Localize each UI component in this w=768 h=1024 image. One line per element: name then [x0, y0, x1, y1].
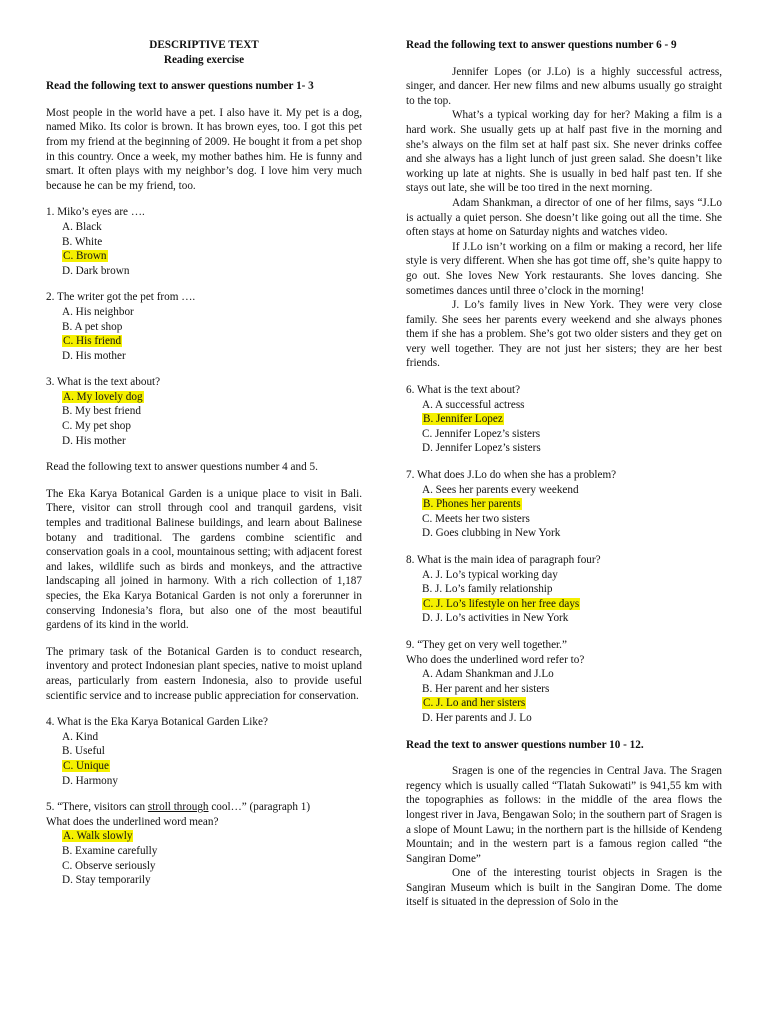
question-stem: 9. “They get on very well together.” [406, 638, 567, 651]
passage-jlo-paragraph: Adam Shankman, a director of one of her films, says “J.Lo is actually a quiet person. She doesn’t like going out all the time. She often stays at home on Saturday nights and watches video. [406, 196, 722, 239]
option-text: D. Her parents and J. Lo [422, 711, 532, 724]
question-stem: 4. What is the Eka Karya Botanical Garden Like? [46, 716, 268, 729]
answer-options [406, 568, 722, 626]
question-stem-line2: Who does the underlined word refer to? [406, 653, 585, 666]
passage-botanical-2: The primary task of the Botanical Garden is to conduct research, inventory and protect Indonesian plant species, native to moist upland areas, particularly from eastern Indonesia, also to provide useful scientific service and to increase public appreciation for conservation. [46, 645, 362, 702]
stem-text: 5. “There, visitors can [46, 801, 148, 814]
option-text: A. Black [62, 220, 102, 233]
answer-option [46, 305, 362, 320]
stem-text: cool…” (paragraph 1) [208, 801, 311, 814]
option-text: C. My pet shop [62, 420, 131, 433]
option-text: B. Useful [62, 745, 105, 758]
answer-options [406, 483, 722, 541]
answer-option [406, 512, 722, 527]
answer-option [46, 390, 362, 405]
answer-option [46, 774, 362, 789]
answer-options [46, 305, 362, 363]
instruction-q4-5: Read the following text to answer questions number 4 and 5. [46, 461, 318, 474]
underlined-word: stroll through [147, 801, 209, 814]
answer-option [406, 526, 722, 541]
instruction-q10-12: Read the text to answer questions number 10 - 12. [406, 738, 644, 751]
passage-jlo [406, 65, 722, 371]
right-column [406, 38, 722, 922]
answer-options [46, 220, 362, 278]
answer-option [46, 404, 362, 419]
answer-option [406, 441, 722, 456]
answer-option [46, 419, 362, 434]
answer-option [46, 349, 362, 364]
answer-option [406, 667, 722, 682]
answer-option [46, 434, 362, 449]
question-stem: 2. The writer got the pet from …. [46, 291, 196, 304]
option-text: D. His mother [62, 349, 126, 362]
question-9 [406, 638, 722, 726]
passage-pet: Most people in the world have a pet. I also have it. My pet is a dog, named Miko. Its color is brown. It has brown eyes, too. I got this pet from my friend at the beginning of 2009. He bought it from a pet shop in this country. Once a week, my mother bathes him. He is funny and smart. It often plays with my neighbor’s dog. I love him very much because he can be my friend, too. [46, 106, 362, 192]
option-text: A. Sees her parents every weekend [422, 483, 579, 496]
highlighted-answer: C. J. Lo’s lifestyle on her free days [423, 597, 580, 610]
answer-option [406, 412, 722, 427]
passage-sragen-paragraph: One of the interesting tourist objects in Sragen is the Sangiran Museum which is built in the Sangiran Dome. The dome itself is situated in the depression of Solo in the [406, 867, 722, 909]
option-text: D. Goes clubbing in New York [422, 527, 561, 540]
document-subtitle: Reading exercise [163, 53, 245, 66]
passage-jlo-paragraph: If J.Lo isn’t working on a film or making a record, her life style is very different. When she has got time off, she’s quite happy to go out. She loves New York restaurants. She loves dancing. She sometimes dances until three o’clock in the morning! [406, 240, 722, 297]
question-4 [46, 715, 362, 788]
highlighted-answer: C. J. Lo and her sisters [423, 697, 526, 710]
question-4-block [46, 715, 362, 788]
option-text: C. Jennifer Lopez’s sisters [422, 427, 541, 440]
answer-option [406, 597, 722, 612]
option-text: B. J. Lo’s family relationship [422, 583, 553, 596]
question-5 [46, 800, 362, 888]
answer-option [46, 334, 362, 349]
question-stem: 8. What is the main idea of paragraph four? [406, 554, 601, 566]
answer-option [46, 744, 362, 759]
passage-jlo-paragraph: What’s a typical working day for her? Making a film is a hard work. She usually gets up at half past five in the morning and she’s always on the film set at half past six. She never drinks coffee and she always has a light lunch of just green salad. She doesn’t like working up late at nights. She is usually in bed half past ten. If she stays out late, she will be too tired in the next morning. [406, 109, 722, 195]
option-text: A. A successful actress [422, 398, 525, 411]
option-text: C. Meets her two sisters [422, 512, 530, 525]
answer-option [46, 220, 362, 235]
answer-option [406, 427, 722, 442]
answer-option [406, 568, 722, 583]
option-text: B. Examine carefully [62, 844, 158, 857]
question-stem: 7. What does J.Lo do when she has a problem? [406, 469, 617, 482]
question-6 [406, 383, 722, 456]
answer-option [46, 873, 362, 888]
question-3 [46, 375, 362, 448]
passage-jlo-paragraph: J. Lo’s family lives in New York. They were very close family. She sees her parents every weekend and she always phones them if she has a problem. She’s got two older sisters and they get on very well together. They are not just her sisters; they are her best friends. [406, 299, 722, 370]
question-stem: 3. What is the text about? [46, 376, 161, 389]
answer-option [406, 682, 722, 697]
option-text: D. Jennifer Lopez’s sisters [422, 442, 541, 455]
highlighted-answer: A. My lovely dog [63, 390, 143, 403]
option-text: B. My best friend [62, 405, 141, 418]
answer-option [46, 759, 362, 774]
passage-botanical-1: The Eka Karya Botanical Garden is a unique place to visit in Bali. There, visitor can stroll through cool and tranquil gardens, visit temples and traditional Balinese buildings, and learn about Balinese botany and traditional. The gardens combine scientific and conservation goals in a cool, mountainous setting; with adjacent forest and lakes, wildlife such as birds and monkeys, and the attractive landscaping all joined in harmony. With a rich collection of 1,187 species, the Eka Karya Botanical Garden is not only a forerunner in conserving Indonesia’s flora, but also one of the most beautiful gardens of its kind in the world. [46, 487, 362, 632]
answer-option [406, 711, 722, 726]
answer-options [406, 398, 722, 456]
question-stem: 6. What is the text about? [406, 384, 521, 397]
question-2 [46, 290, 362, 363]
answer-option [406, 497, 722, 512]
question-8 [406, 553, 722, 626]
answer-options [46, 730, 362, 788]
answer-options [406, 667, 722, 725]
option-text: B. White [62, 235, 103, 248]
passage-jlo-paragraph: Jennifer Lopes (or J.Lo) is a highly successful actress, singer, and dancer. Her new films and new albums usually go straight to the top. [406, 65, 722, 107]
option-text: A. Kind [62, 730, 99, 743]
question-stem-line2: What does the underlined word mean? [46, 815, 219, 828]
answer-option [46, 730, 362, 745]
passage-sragen-paragraph: Sragen is one of the regencies in Central Java. The Sragen regency which is usually called “Tlatah Sukowati” is 941,55 km with the topographies as follows: in the middle of the area flows the longest river in Java, Bengawan Solo; in the southern part of Sragen is a slope of Mount Lawu; in the northern part is the hillside of Kendeng Mountain; and in the western part is a famous region called “the Sangiran Dome” [406, 765, 722, 865]
passage-sragen [406, 764, 722, 910]
highlighted-answer: C. Unique [63, 759, 109, 772]
answer-option [46, 235, 362, 250]
questions-6-8 [406, 383, 722, 626]
highlighted-answer: B. Jennifer Lopez [423, 413, 503, 426]
question-1 [46, 205, 362, 278]
option-text: A. J. Lo’s typical working day [422, 568, 558, 581]
answer-option [46, 264, 362, 279]
option-text: B. Her parent and her sisters [422, 682, 550, 695]
left-column [46, 38, 362, 900]
option-text: D. Stay temporarily [62, 874, 151, 887]
answer-option [46, 844, 362, 859]
highlighted-answer: C. Brown [63, 250, 107, 263]
answer-option [46, 859, 362, 874]
answer-option [406, 582, 722, 597]
answer-option [406, 398, 722, 413]
document-title: DESCRIPTIVE TEXT [149, 39, 259, 51]
option-text: D. Dark brown [62, 264, 130, 277]
option-text: D. J. Lo’s activities in New York [422, 612, 569, 625]
question-stem: 1. Miko’s eyes are …. [46, 206, 145, 219]
highlighted-answer: C. His friend [63, 335, 122, 348]
instruction-q6-9: Read the following text to answer questions number 6 - 9 [406, 39, 677, 51]
option-text: B. A pet shop [62, 320, 123, 333]
answer-option [406, 696, 722, 711]
option-text: D. His mother [62, 434, 126, 447]
question-7 [406, 468, 722, 541]
option-text: D. Harmony [62, 774, 118, 787]
answer-option [406, 483, 722, 498]
answer-option [46, 829, 362, 844]
answer-option [46, 249, 362, 264]
option-text: A. Adam Shankman and J.Lo [422, 668, 554, 681]
highlighted-answer: A. Walk slowly [63, 830, 133, 843]
option-text: C. Observe seriously [62, 859, 156, 872]
instruction-q1-3: Read the following text to answer questions number 1- 3 [46, 80, 314, 93]
answer-options [46, 829, 362, 887]
option-text: A. His neighbor [62, 305, 134, 318]
answer-options [46, 390, 362, 448]
answer-option [46, 320, 362, 335]
highlighted-answer: B. Phones her parents [423, 498, 521, 511]
questions-1-3 [46, 205, 362, 448]
question-stem [46, 800, 362, 815]
answer-option [406, 611, 722, 626]
